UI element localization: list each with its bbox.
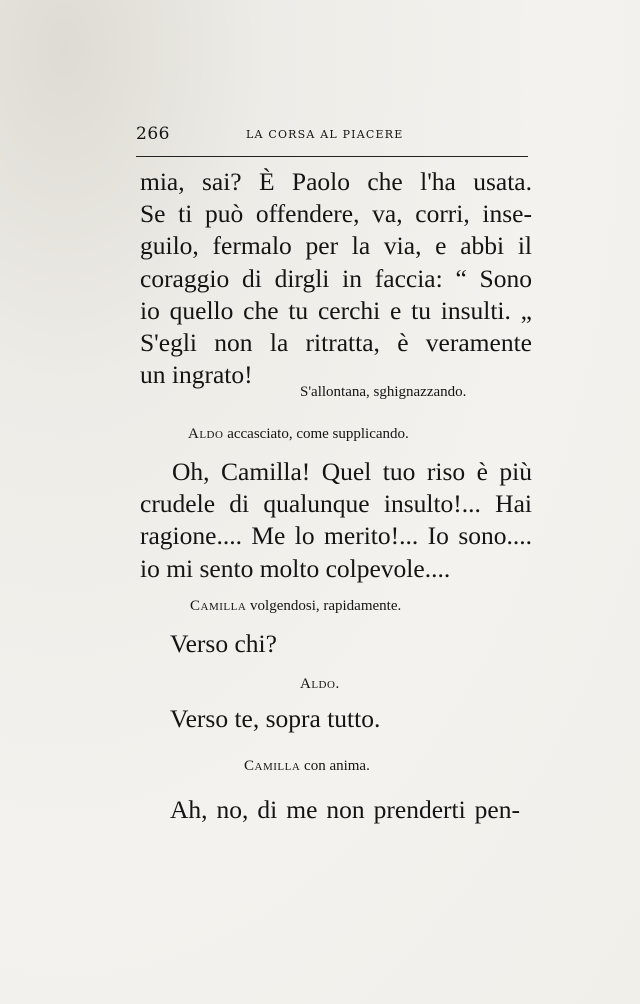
- speaker-direction: accasciato, come supplicando.: [227, 426, 409, 442]
- speaker-direction: con anima.: [304, 758, 370, 774]
- text-line: Verso te, sopra tutto.: [170, 704, 381, 733]
- text-line: coraggio di dirgli in faccia: “ Sono: [140, 263, 532, 293]
- text-line: Se ti può offendere, va, corri, inse-: [140, 199, 532, 229]
- speaker-cue-aldo: [188, 426, 409, 443]
- speaker-cue-camilla: [190, 598, 401, 615]
- speaker-name: Aldo: [188, 426, 224, 442]
- speaker-name: Camilla: [190, 598, 247, 614]
- speaker-name: Camilla: [244, 758, 301, 774]
- stage-direction: S'allontana, sghignazzando.: [300, 384, 467, 400]
- header-rule: [136, 156, 528, 157]
- speech-aldo-short: [170, 703, 562, 735]
- text-line: crudele di qualunque insulto!... Hai: [140, 489, 532, 519]
- speech-camilla-short: [170, 628, 562, 660]
- page-number: 266: [136, 124, 170, 144]
- speech-camilla-continued: [140, 166, 532, 391]
- speech-aldo: [140, 456, 532, 585]
- speaker-cue-camilla-2: [244, 758, 370, 775]
- running-title: LA CORSA AL PIACERE: [246, 128, 404, 141]
- text-line: mia, sai? È Paolo che l'ha usata.: [140, 167, 532, 196]
- page-header: [136, 124, 528, 150]
- text-line: io quello che tu cerchi e tu insulti. „: [140, 295, 532, 325]
- text-line: Verso chi?: [170, 629, 277, 658]
- speaker-cue-aldo-2: [300, 676, 340, 693]
- text-line: Oh, Camilla! Quel tuo riso è più: [172, 457, 532, 486]
- text-line: un ingrato!: [140, 360, 253, 390]
- text-line: ragione.... Me lo merito!... Io sono....: [140, 521, 532, 551]
- text-line: S'egli non la ritratta, è veramente: [140, 328, 532, 358]
- text-line: io mi sento molto colpevole....: [140, 553, 451, 583]
- speaker-direction: volgendosi, rapidamente.: [250, 598, 402, 614]
- text-line: Ah, no, di me non prenderti pen-: [170, 795, 520, 824]
- text-line: guilo, fermalo per la via, e abbi il: [140, 231, 532, 261]
- speaker-name: Aldo.: [300, 676, 340, 692]
- speech-camilla-final: [170, 794, 520, 826]
